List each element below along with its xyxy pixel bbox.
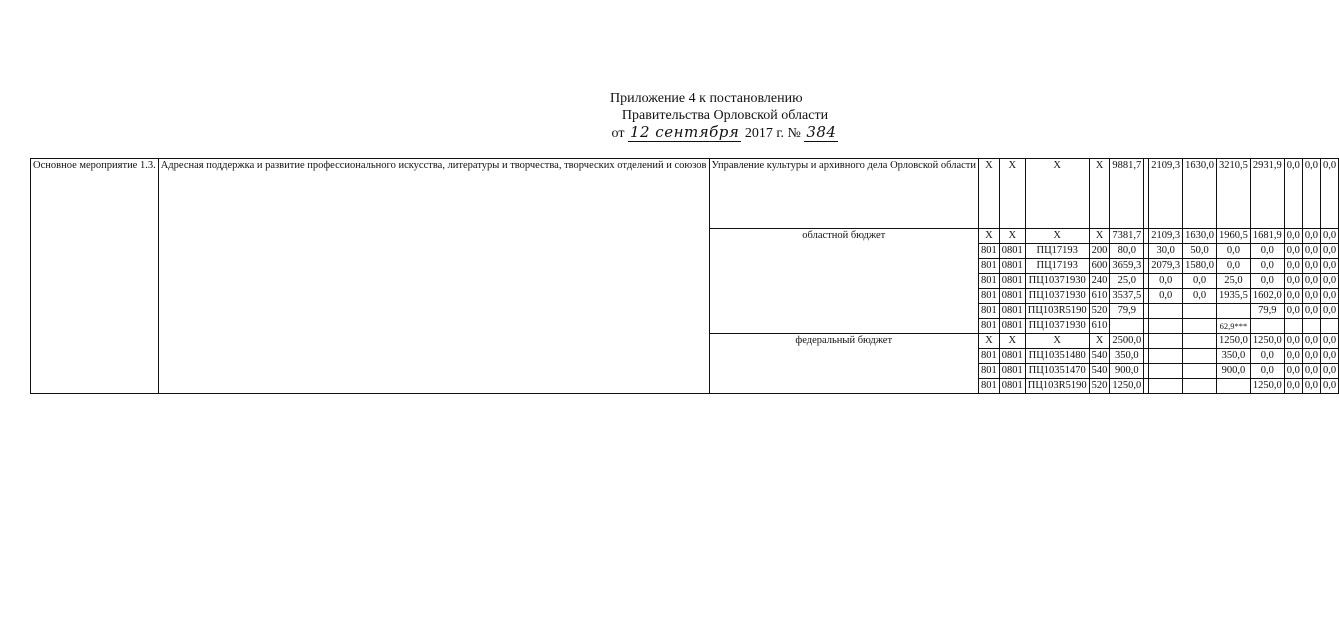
table-cell: 801 bbox=[978, 379, 999, 394]
table-cell: 2500,0 bbox=[1110, 334, 1144, 349]
table-cell: 0801 bbox=[999, 244, 1025, 259]
table-cell bbox=[1149, 319, 1183, 334]
table-cell: ПЦ10351470 bbox=[1025, 364, 1089, 379]
table-cell: Х bbox=[978, 334, 999, 349]
table-cell: 801 bbox=[978, 364, 999, 379]
table-cell: Х bbox=[1089, 159, 1110, 229]
table-cell bbox=[1149, 379, 1183, 394]
table-cell bbox=[1149, 364, 1183, 379]
table-cell: Х bbox=[978, 229, 999, 244]
table-cell: ПЦ10371930 bbox=[1025, 319, 1089, 334]
funding-source-cell: Управление культуры и архивного дела Орловской области bbox=[709, 159, 978, 229]
handwritten-number: 384 bbox=[806, 123, 837, 141]
table-cell: 30,0 bbox=[1149, 244, 1183, 259]
table-cell: 0,0 bbox=[1302, 349, 1320, 364]
table-cell: 540 bbox=[1089, 349, 1110, 364]
table-cell: 2109,3 bbox=[1149, 159, 1183, 229]
table-cell: 0,0 bbox=[1302, 244, 1320, 259]
table-cell bbox=[1217, 304, 1251, 319]
table-cell: ПЦ10351480 bbox=[1025, 349, 1089, 364]
table-cell: 350,0 bbox=[1110, 349, 1144, 364]
table-cell bbox=[1250, 319, 1284, 334]
table-cell: 0,0 bbox=[1284, 364, 1302, 379]
table-cell: 0,0 bbox=[1149, 289, 1183, 304]
table-cell: 1250,0 bbox=[1250, 379, 1284, 394]
table-cell: 801 bbox=[978, 319, 999, 334]
table-cell bbox=[1284, 319, 1302, 334]
header-line-2: Правительства Орловской области bbox=[621, 108, 829, 123]
table-cell: ПЦ103R5190 bbox=[1025, 379, 1089, 394]
table-cell: 801 bbox=[978, 304, 999, 319]
table-cell: 0,0 bbox=[1321, 364, 1339, 379]
table-cell: 801 bbox=[978, 259, 999, 274]
table-cell: 0,0 bbox=[1250, 259, 1284, 274]
table-cell bbox=[1321, 319, 1339, 334]
table-cell: 1250,0 bbox=[1217, 334, 1251, 349]
table-cell: 540 bbox=[1089, 364, 1110, 379]
table-cell: 0,0 bbox=[1250, 274, 1284, 289]
table-cell: 50,0 bbox=[1183, 244, 1217, 259]
table-cell: 0,0 bbox=[1302, 379, 1320, 394]
table-cell: 0,0 bbox=[1302, 334, 1320, 349]
table-row bbox=[31, 159, 1339, 229]
table-cell: 520 bbox=[1089, 304, 1110, 319]
table-cell: 7381,7 bbox=[1110, 229, 1144, 244]
table-body bbox=[31, 159, 1339, 394]
table-cell: 0,0 bbox=[1217, 259, 1251, 274]
table-cell: 0801 bbox=[999, 349, 1025, 364]
table-cell: 0,0 bbox=[1302, 289, 1320, 304]
table-cell bbox=[1183, 364, 1217, 379]
table-cell: 0801 bbox=[999, 319, 1025, 334]
table-cell: 0,0 bbox=[1302, 304, 1320, 319]
table-cell: Х bbox=[999, 229, 1025, 244]
table-cell bbox=[1149, 334, 1183, 349]
table-cell: 0,0 bbox=[1250, 364, 1284, 379]
table-cell bbox=[1183, 334, 1217, 349]
table-cell: 0,0 bbox=[1302, 364, 1320, 379]
header-line-3 bbox=[600, 124, 850, 142]
table-cell: 0,0 bbox=[1321, 334, 1339, 349]
table-cell: Х bbox=[1025, 229, 1089, 244]
year-label: 2017 г. № bbox=[744, 126, 801, 141]
table-cell: 80,0 bbox=[1110, 244, 1144, 259]
table-cell: 0,0 bbox=[1284, 259, 1302, 274]
table-cell: 1602,0 bbox=[1250, 289, 1284, 304]
table-cell: 801 bbox=[978, 274, 999, 289]
table-cell: 0801 bbox=[999, 364, 1025, 379]
table-cell: 610 bbox=[1089, 289, 1110, 304]
table-cell: 2079,3 bbox=[1149, 259, 1183, 274]
table-cell bbox=[1302, 319, 1320, 334]
table-cell: 0,0 bbox=[1302, 159, 1320, 229]
table-cell: 1681,9 bbox=[1250, 229, 1284, 244]
table-cell: 801 bbox=[978, 289, 999, 304]
table-cell: 0,0 bbox=[1302, 274, 1320, 289]
table-cell: 0,0 bbox=[1321, 229, 1339, 244]
table-cell: 0,0 bbox=[1284, 244, 1302, 259]
table-cell: ПЦ103R5190 bbox=[1025, 304, 1089, 319]
table-cell: 0,0 bbox=[1284, 289, 1302, 304]
table-cell: 1960,5 bbox=[1217, 229, 1251, 244]
table-cell: 0,0 bbox=[1149, 274, 1183, 289]
table-cell: 0,0 bbox=[1284, 274, 1302, 289]
table-cell: 3537,5 bbox=[1110, 289, 1144, 304]
table-cell: Х bbox=[1089, 229, 1110, 244]
table-cell: 0801 bbox=[999, 259, 1025, 274]
table-cell: 0,0 bbox=[1250, 244, 1284, 259]
table-cell: 1250,0 bbox=[1110, 379, 1144, 394]
table-cell: 801 bbox=[978, 244, 999, 259]
table-cell bbox=[1149, 304, 1183, 319]
table-cell: 240 bbox=[1089, 274, 1110, 289]
table-cell: 0,0 bbox=[1284, 379, 1302, 394]
table-cell: 0,0 bbox=[1321, 304, 1339, 319]
table-cell: 600 bbox=[1089, 259, 1110, 274]
table-cell: 79,9 bbox=[1110, 304, 1144, 319]
document-header bbox=[600, 90, 850, 142]
table-cell: 0,0 bbox=[1321, 274, 1339, 289]
table-cell bbox=[1183, 349, 1217, 364]
table-cell: 200 bbox=[1089, 244, 1110, 259]
from-label: от bbox=[611, 126, 625, 141]
table-cell: 0,0 bbox=[1302, 259, 1320, 274]
table-cell: 0801 bbox=[999, 379, 1025, 394]
table-cell: 1630,0 bbox=[1183, 159, 1217, 229]
table-cell: Х bbox=[1089, 334, 1110, 349]
table-cell: Х bbox=[1025, 334, 1089, 349]
table-cell: 2931,9 bbox=[1250, 159, 1284, 229]
table-cell: 900,0 bbox=[1217, 364, 1251, 379]
table-cell: 900,0 bbox=[1110, 364, 1144, 379]
table-cell: 1250,0 bbox=[1250, 334, 1284, 349]
table-cell: ПЦ17193 bbox=[1025, 244, 1089, 259]
table-cell: 3659,3 bbox=[1110, 259, 1144, 274]
table-cell: 25,0 bbox=[1110, 274, 1144, 289]
table-cell: 0,0 bbox=[1302, 229, 1320, 244]
table-cell: Х bbox=[999, 334, 1025, 349]
table-cell: 62,9*** bbox=[1217, 319, 1251, 334]
table-cell: 0,0 bbox=[1183, 274, 1217, 289]
table-cell: 0,0 bbox=[1321, 289, 1339, 304]
table-cell bbox=[1217, 379, 1251, 394]
table-cell: 801 bbox=[978, 349, 999, 364]
table-cell bbox=[1183, 319, 1217, 334]
table-cell: 0,0 bbox=[1284, 229, 1302, 244]
budget-table bbox=[30, 158, 1339, 394]
funding-source-cell: областной бюджет bbox=[709, 229, 978, 334]
event-cell: Основное мероприятие 1.3. bbox=[31, 159, 159, 394]
table-cell: 610 bbox=[1089, 319, 1110, 334]
funding-source-cell: федеральный бюджет bbox=[709, 334, 978, 394]
table-cell: 0,0 bbox=[1250, 349, 1284, 364]
table-cell: 0801 bbox=[999, 274, 1025, 289]
table-cell: 0,0 bbox=[1284, 304, 1302, 319]
table-cell: 0,0 bbox=[1217, 244, 1251, 259]
table-cell: 1935,5 bbox=[1217, 289, 1251, 304]
table-cell: 0,0 bbox=[1321, 379, 1339, 394]
table-cell: 9881,7 bbox=[1110, 159, 1144, 229]
table-cell: 0,0 bbox=[1284, 349, 1302, 364]
table-cell: 350,0 bbox=[1217, 349, 1251, 364]
table-cell: 3210,5 bbox=[1217, 159, 1251, 229]
handwritten-date: 12 сентября bbox=[629, 123, 740, 141]
table-cell: 25,0 bbox=[1217, 274, 1251, 289]
table-cell bbox=[1149, 349, 1183, 364]
table-cell: 1630,0 bbox=[1183, 229, 1217, 244]
table-cell: 0,0 bbox=[1321, 349, 1339, 364]
table-cell: 0,0 bbox=[1321, 244, 1339, 259]
header-line-1: Приложение 4 к постановлению bbox=[610, 91, 803, 106]
table-cell: 0,0 bbox=[1284, 159, 1302, 229]
table-cell: 0,0 bbox=[1284, 334, 1302, 349]
table-cell: 1580,0 bbox=[1183, 259, 1217, 274]
table-cell: Х bbox=[999, 159, 1025, 229]
table-cell: Х bbox=[978, 159, 999, 229]
table-cell: 0,0 bbox=[1321, 259, 1339, 274]
table-cell: 0,0 bbox=[1183, 289, 1217, 304]
table-cell: ПЦ10371930 bbox=[1025, 274, 1089, 289]
table-cell bbox=[1183, 304, 1217, 319]
table-cell: 0801 bbox=[999, 289, 1025, 304]
description-cell: Адресная поддержка и развитие профессионального искусства, литературы и творчества, творческих отделений и союзов bbox=[158, 159, 709, 394]
table-cell: 0,0 bbox=[1321, 159, 1339, 229]
table-cell: 79,9 bbox=[1250, 304, 1284, 319]
table-cell: Х bbox=[1025, 159, 1089, 229]
table-cell: ПЦ10371930 bbox=[1025, 289, 1089, 304]
table-cell: 520 bbox=[1089, 379, 1110, 394]
table-cell bbox=[1183, 379, 1217, 394]
table-cell: ПЦ17193 bbox=[1025, 259, 1089, 274]
table-cell: 0801 bbox=[999, 304, 1025, 319]
table-cell: 2109,3 bbox=[1149, 229, 1183, 244]
table-cell bbox=[1110, 319, 1144, 334]
